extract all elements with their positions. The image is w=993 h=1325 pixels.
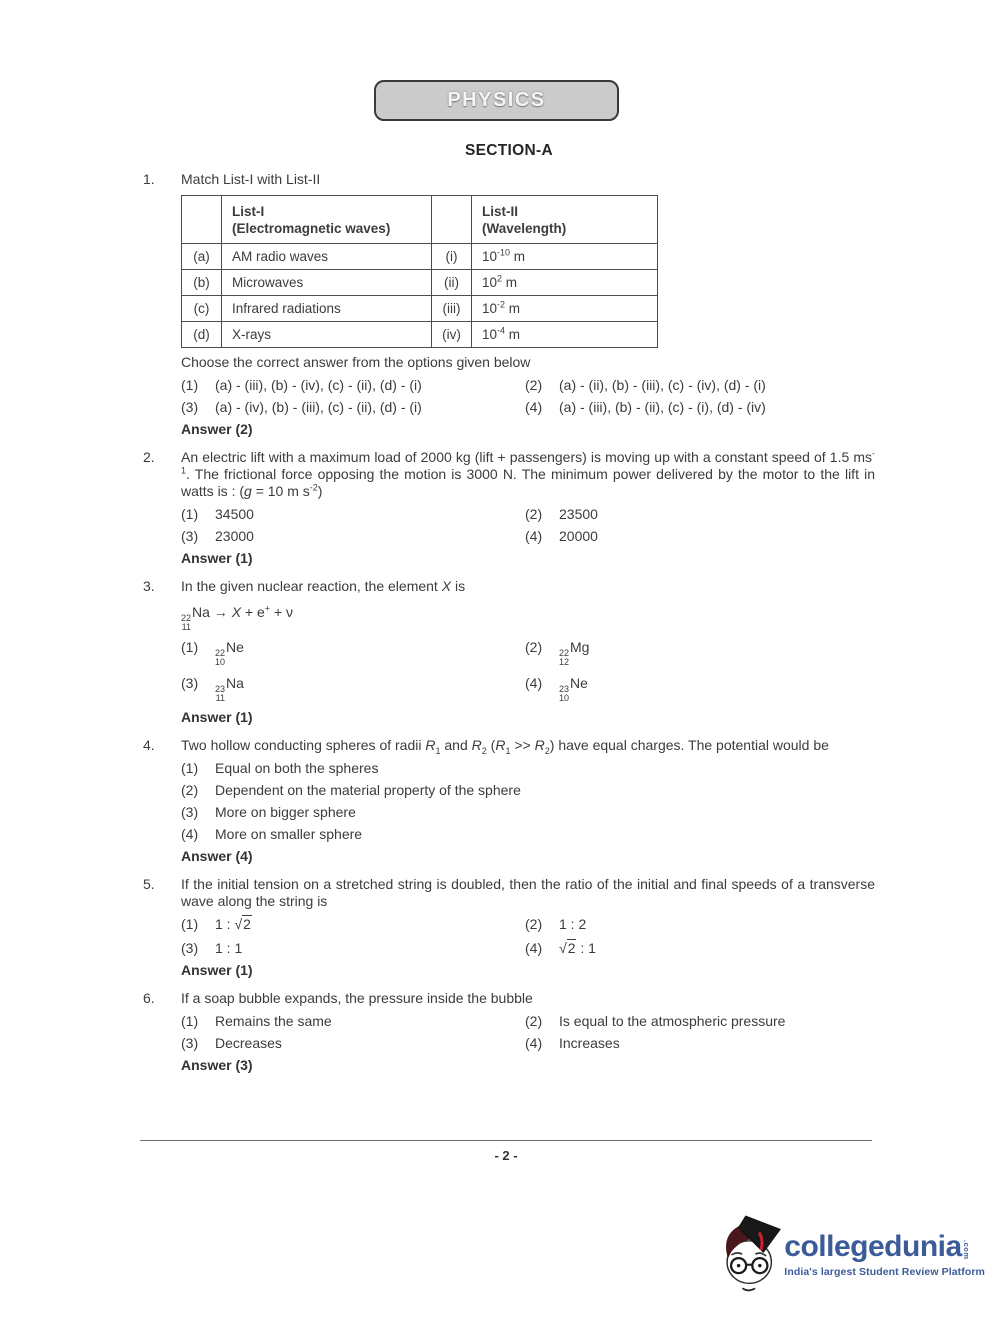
row-label-right: (iv)	[432, 322, 472, 348]
table-header-list1	[222, 196, 432, 244]
option-label: (1)	[181, 759, 199, 776]
option-label: (2)	[525, 915, 543, 932]
option-text: (a) - (iii), (b) - (iv), (c) - (ii), (d) - (i)	[215, 377, 422, 393]
row-label-right: (ii)	[432, 270, 472, 296]
collegedunia-logo	[720, 1214, 985, 1296]
match-list-table	[181, 195, 658, 348]
answer-text: Answer (2)	[181, 421, 253, 437]
question-number: 6.	[143, 989, 155, 1006]
answer-text: Answer (1)	[181, 708, 253, 725]
list2-subtitle: (Wavelength)	[482, 220, 567, 236]
table-header-row	[182, 196, 658, 244]
option-label: (3)	[181, 528, 199, 544]
row-label-left: (b)	[182, 270, 222, 296]
list2-title: List-II	[482, 203, 518, 219]
option-text: 22 12 Mg	[559, 638, 590, 668]
option-text: Is equal to the atmospheric pressure	[559, 1012, 786, 1029]
row-text-right: $10^{-10}$ m	[472, 244, 658, 270]
option-3	[181, 1035, 525, 1052]
option-text: Equal on both the spheres	[215, 759, 379, 776]
option-label: (2)	[525, 1012, 543, 1029]
option-text: Dependent on the material property of the sphere	[215, 781, 521, 798]
option-4	[181, 826, 875, 843]
option-label: (1)	[181, 377, 199, 393]
option-3	[181, 940, 525, 957]
option-text: 1 : √2	[215, 915, 251, 932]
option-text: 1 : 1	[215, 939, 243, 956]
option-1	[181, 639, 525, 668]
question-number: 4.	[143, 736, 155, 753]
option-text: More on smaller sphere	[215, 825, 363, 842]
question-6	[143, 990, 875, 1074]
option-text: (a) - (iv), (b) - (iii), (c) - (ii), (d) - (i)	[215, 399, 422, 415]
list1-subtitle: (Electromagnetic waves)	[232, 220, 391, 236]
option-label: (4)	[525, 674, 543, 691]
table-row	[182, 244, 658, 270]
option-label: (1)	[181, 915, 199, 932]
option-text: (a) - (iii), (b) - (ii), (c) - (i), (d) - (iv)	[559, 399, 766, 415]
question-list	[143, 171, 875, 1074]
question-3	[143, 578, 875, 726]
footer-divider	[140, 1140, 872, 1141]
option-4	[525, 1035, 875, 1052]
question-text: Two hollow conducting spheres of radii $R_1$ and $R_2$ $(R_1 >> R_2)$ have equal charges. The potential would be	[181, 736, 829, 756]
option-3	[181, 528, 525, 545]
option-label: (2)	[181, 781, 199, 798]
option-label: (4)	[181, 825, 199, 842]
option-1	[181, 377, 525, 394]
nuclear-reaction-formula: 22 11 Na → X + e+ + ν	[181, 603, 294, 633]
option-label: (2)	[525, 377, 543, 393]
option-text: 23 11 Na	[215, 674, 244, 704]
question-4	[143, 737, 875, 865]
option-label: (1)	[181, 638, 199, 655]
option-label: (3)	[181, 939, 199, 956]
list1-title: List-I	[232, 203, 265, 219]
row-label-right: (i)	[432, 244, 472, 270]
option-4	[525, 528, 875, 545]
table-row	[182, 296, 658, 322]
option-text: Remains the same	[215, 1012, 332, 1029]
options-grid	[181, 916, 875, 957]
option-4	[525, 675, 875, 704]
option-text: 23000	[215, 528, 254, 544]
question-number: 1.	[143, 171, 155, 187]
answer-text: Answer (3)	[181, 1056, 253, 1073]
question-text: Match List-I with List-II	[181, 171, 321, 187]
row-text-left: Microwaves	[222, 270, 432, 296]
choose-instruction: Choose the correct answer from the options given below	[181, 354, 531, 370]
option-4	[525, 399, 875, 416]
question-2	[143, 449, 875, 567]
row-text-left: X-rays	[222, 322, 432, 348]
row-label-right: (iii)	[432, 296, 472, 322]
row-text-left: Infrared radiations	[222, 296, 432, 322]
option-label: (4)	[525, 399, 543, 415]
option-text: 34500	[215, 506, 254, 522]
option-text: 1 : 2	[559, 915, 587, 932]
option-1	[181, 916, 525, 933]
options-list	[181, 760, 875, 843]
option-label: (3)	[181, 1034, 199, 1051]
options-grid	[181, 639, 875, 704]
option-label: (1)	[181, 506, 199, 522]
brand-name: collegedunia	[784, 1230, 962, 1263]
table-header-empty	[182, 196, 222, 244]
option-2	[525, 639, 875, 668]
option-text: 20000	[559, 528, 598, 544]
options-grid	[181, 1013, 875, 1052]
option-text: √2 : 1	[559, 939, 596, 956]
options-grid	[181, 506, 875, 545]
option-2	[525, 506, 875, 523]
option-label: (4)	[525, 528, 543, 544]
question-text: An electric lift with a maximum load of 2000 kg (lift + passengers) is moving up with a constant speed of 1.5 $ms^{-1}$. The frictional force opposing the motion is 3000 N. The minimum power delivered by the motor to the lift in watts is : (g = 10 m $s^{-2}$)	[181, 448, 875, 499]
option-label: (4)	[525, 939, 543, 956]
question-text: In the given nuclear reaction, the element X is	[181, 578, 466, 594]
answer-text: Answer (4)	[181, 847, 253, 864]
option-3	[181, 675, 525, 704]
option-2	[525, 377, 875, 394]
option-1	[181, 506, 525, 523]
row-text-right: $10^{-4}$ m	[472, 322, 658, 348]
option-label: (3)	[181, 674, 199, 691]
answer-text: Answer (1)	[181, 550, 253, 566]
option-3	[181, 804, 875, 821]
option-text: 23 10 Ne	[559, 674, 588, 704]
graduate-mascot-icon	[720, 1214, 782, 1296]
question-5	[143, 876, 875, 979]
option-1	[181, 1013, 525, 1030]
table-row	[182, 270, 658, 296]
option-text: (a) - (ii), (b) - (iii), (c) - (iv), (d) - (i)	[559, 377, 766, 393]
option-label: (2)	[525, 506, 543, 522]
question-text: If the initial tension on a stretched string is doubled, then the ratio of the initial and final speeds of a transverse wave along the string is	[181, 875, 875, 909]
option-2	[525, 1013, 875, 1030]
question-number: 2.	[143, 449, 155, 465]
option-label: (4)	[525, 1034, 543, 1051]
option-text: 23500	[559, 506, 598, 522]
subject-banner	[374, 80, 619, 121]
section-title: SECTION-A	[465, 142, 553, 159]
question-1	[143, 171, 875, 438]
row-label-left: (c)	[182, 296, 222, 322]
page-footer	[140, 1140, 872, 1163]
option-1	[181, 760, 875, 777]
row-text-right: $10^2$ m	[472, 270, 658, 296]
option-text: More on bigger sphere	[215, 803, 356, 820]
table-header-list2	[472, 196, 658, 244]
question-text: If a soap bubble expands, the pressure inside the bubble	[181, 989, 533, 1006]
option-3	[181, 399, 525, 416]
table-header-empty	[432, 196, 472, 244]
option-4	[525, 940, 875, 957]
option-2	[181, 782, 875, 799]
option-label: (1)	[181, 1012, 199, 1029]
question-number: 3.	[143, 578, 155, 594]
brand-tagline: India's largest Student Review Platform	[784, 1266, 985, 1278]
row-label-left: (a)	[182, 244, 222, 270]
option-text: Increases	[559, 1034, 620, 1051]
option-label: (2)	[525, 638, 543, 655]
option-label: (3)	[181, 399, 199, 415]
row-text-left: AM radio waves	[222, 244, 432, 270]
answer-text: Answer (1)	[181, 961, 253, 978]
page-number: - 2 -	[494, 1148, 518, 1163]
brand-suffix: .com	[962, 1240, 972, 1260]
row-text-right: $10^{-2}$ m	[472, 296, 658, 322]
option-label: (3)	[181, 803, 199, 820]
table-row	[182, 322, 658, 348]
option-2	[525, 916, 875, 933]
option-text: Decreases	[215, 1034, 282, 1051]
option-text: 22 10 Ne	[215, 638, 244, 668]
options-grid	[181, 377, 875, 416]
subject-banner-label: PHYSICS	[447, 89, 546, 111]
question-number: 5.	[143, 875, 155, 892]
row-label-left: (d)	[182, 322, 222, 348]
